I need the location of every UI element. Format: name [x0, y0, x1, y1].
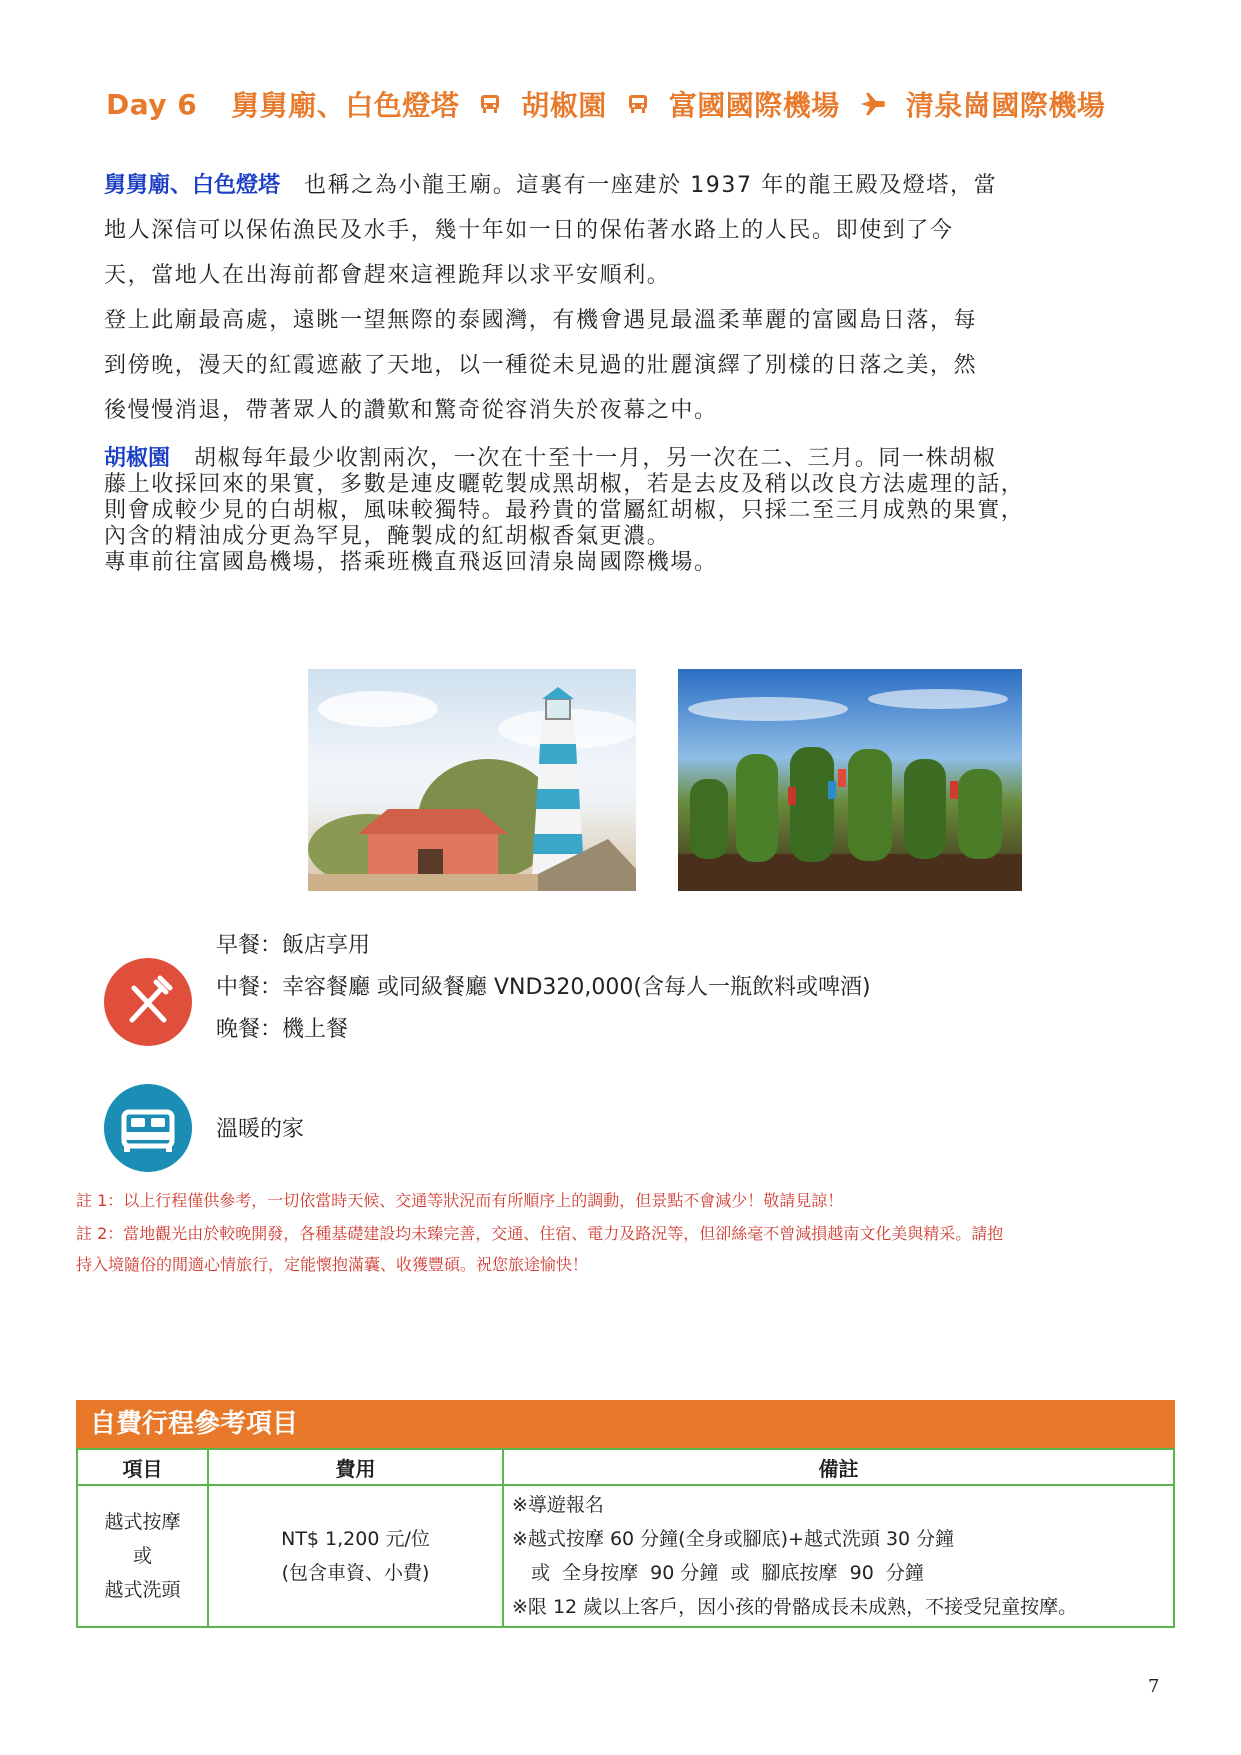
- temple-text-line: 也稱之為小龍王廟。這裏有一座建於 1937 年的龍王殿及燈塔，當: [304, 173, 998, 198]
- fee-cell: [208, 1485, 503, 1627]
- stop-2: 胡椒園: [521, 89, 607, 122]
- stop-1: 舅舅廟、白色燈塔: [231, 89, 460, 122]
- pepper-farm-label: 胡椒園: [104, 446, 171, 471]
- bus-icon: [627, 93, 649, 115]
- temple-label: 舅舅廟、白色燈塔: [104, 173, 281, 198]
- item-cell: [77, 1485, 208, 1627]
- optional-tours-header: [76, 1400, 1175, 1448]
- pepper-text-line: 內含的精油成分更為罕見，醃製成的紅胡椒香氣更濃。: [104, 524, 671, 549]
- stop-3: 富國國際機場: [668, 89, 840, 122]
- note-line: ※越式按摩 60 分鐘(全身或腳底)+越式洗頭 30 分鐘: [512, 1528, 955, 1550]
- item-line: 或: [132, 1545, 152, 1567]
- table-header-row: [77, 1449, 1174, 1485]
- optional-tours-table: [76, 1448, 1175, 1628]
- column-header-item: 項目: [77, 1449, 208, 1485]
- bed-icon: [104, 1084, 192, 1172]
- fork-knife-icon: [104, 958, 192, 1046]
- pepper-farm-photo: [678, 669, 1022, 891]
- stop-4: 清泉崗國際機場: [905, 89, 1106, 122]
- lighthouse-photo: [308, 669, 636, 891]
- table-row: [77, 1485, 1174, 1627]
- breakfast-info: 早餐：飯店享用: [216, 933, 371, 958]
- note-2: 註 2：當地觀光由於較晚開發，各種基礎建設均未臻完善，交通、住宿、電力及路況等，但卻絲毫不曾減損越南文化美與精采。請抱: [76, 1224, 1004, 1243]
- temple-text-line: 登上此廟最高處，遠眺一望無際的泰國灣，有機會遇見最溫柔華麗的富國島日落，每: [104, 308, 978, 333]
- fee-line: (包含車資、小費): [281, 1562, 430, 1584]
- bus-icon: [479, 93, 501, 115]
- pepper-text-line: 胡椒每年最少收割兩次，一次在十至十一月，另一次在二、三月。同一株胡椒: [194, 446, 997, 471]
- temple-text-line: 地人深信可以保佑漁民及水手，幾十年如一日的保佑著水路上的人民。即使到了今: [104, 218, 954, 243]
- temple-text-line: 到傍晚，漫天的紅霞遮蔽了天地，以一種從未見過的壯麗演繹了別樣的日落之美，然: [104, 353, 978, 378]
- hotel-info: 溫暖的家: [216, 1117, 305, 1142]
- note-line: ※導遊報名: [512, 1494, 604, 1516]
- item-line: 越式洗頭: [104, 1579, 181, 1601]
- airplane-icon: [860, 92, 886, 116]
- pepper-text-line: 則會成較少見的白胡椒，風味較獨特。最矜貴的當屬紅胡椒，只採二至三月成熟的果實，: [104, 498, 1025, 523]
- note-line: 或 全身按摩 90 分鐘 或 腳底按摩 90 分鐘: [512, 1562, 924, 1584]
- notes-cell: [503, 1485, 1174, 1627]
- temple-text-line: 後慢慢消退，帶著眾人的讚歎和驚奇從容消失於夜幕之中。: [104, 398, 718, 423]
- pepper-text-line: 專車前往富國島機場，搭乘班機直飛返回清泉崗國際機場。: [104, 550, 718, 575]
- note-1: 註 1：以上行程僅供參考，一切依當時天候、交通等狀況而有所順序上的調動，但景點不會減少！敬請見諒！: [76, 1191, 844, 1210]
- lunch-info: 中餐：幸容餐廳 或同級餐廳 VND320,000(含每人一瓶飲料或啤酒): [216, 975, 871, 1000]
- pepper-farm-description: [104, 446, 1134, 576]
- item-line: 越式按摩: [104, 1511, 181, 1533]
- column-header-fee: 費用: [208, 1449, 503, 1485]
- column-header-notes: 備註: [503, 1449, 1174, 1485]
- pepper-text-line: 藤上收採回來的果實，多數是連皮曬乾製成黑胡椒，若是去皮及稍以改良方法處理的話，: [104, 472, 1025, 497]
- note-line: ※限 12 歲以上客戶，因小孩的骨骼成長未成熟，不接受兒童按摩。: [512, 1596, 1078, 1618]
- dinner-info: 晚餐：機上餐: [216, 1017, 349, 1042]
- temple-text-line: 天，當地人在出海前都會趕來這裡跪拜以求平安順利。: [104, 263, 671, 288]
- temple-description: [104, 163, 1134, 433]
- fee-line: NT$ 1,200 元/位: [281, 1528, 430, 1550]
- optional-tours-title: 自費行程參考項目: [90, 1409, 299, 1439]
- day-title: [106, 84, 1105, 124]
- page-number: 7: [1148, 1676, 1160, 1697]
- day-label: Day 6: [106, 87, 198, 121]
- note-2-continued: 持入境隨俗的閒適心情旅行，定能懷抱滿囊、收獲豐碩。祝您旅途愉快！: [76, 1255, 589, 1274]
